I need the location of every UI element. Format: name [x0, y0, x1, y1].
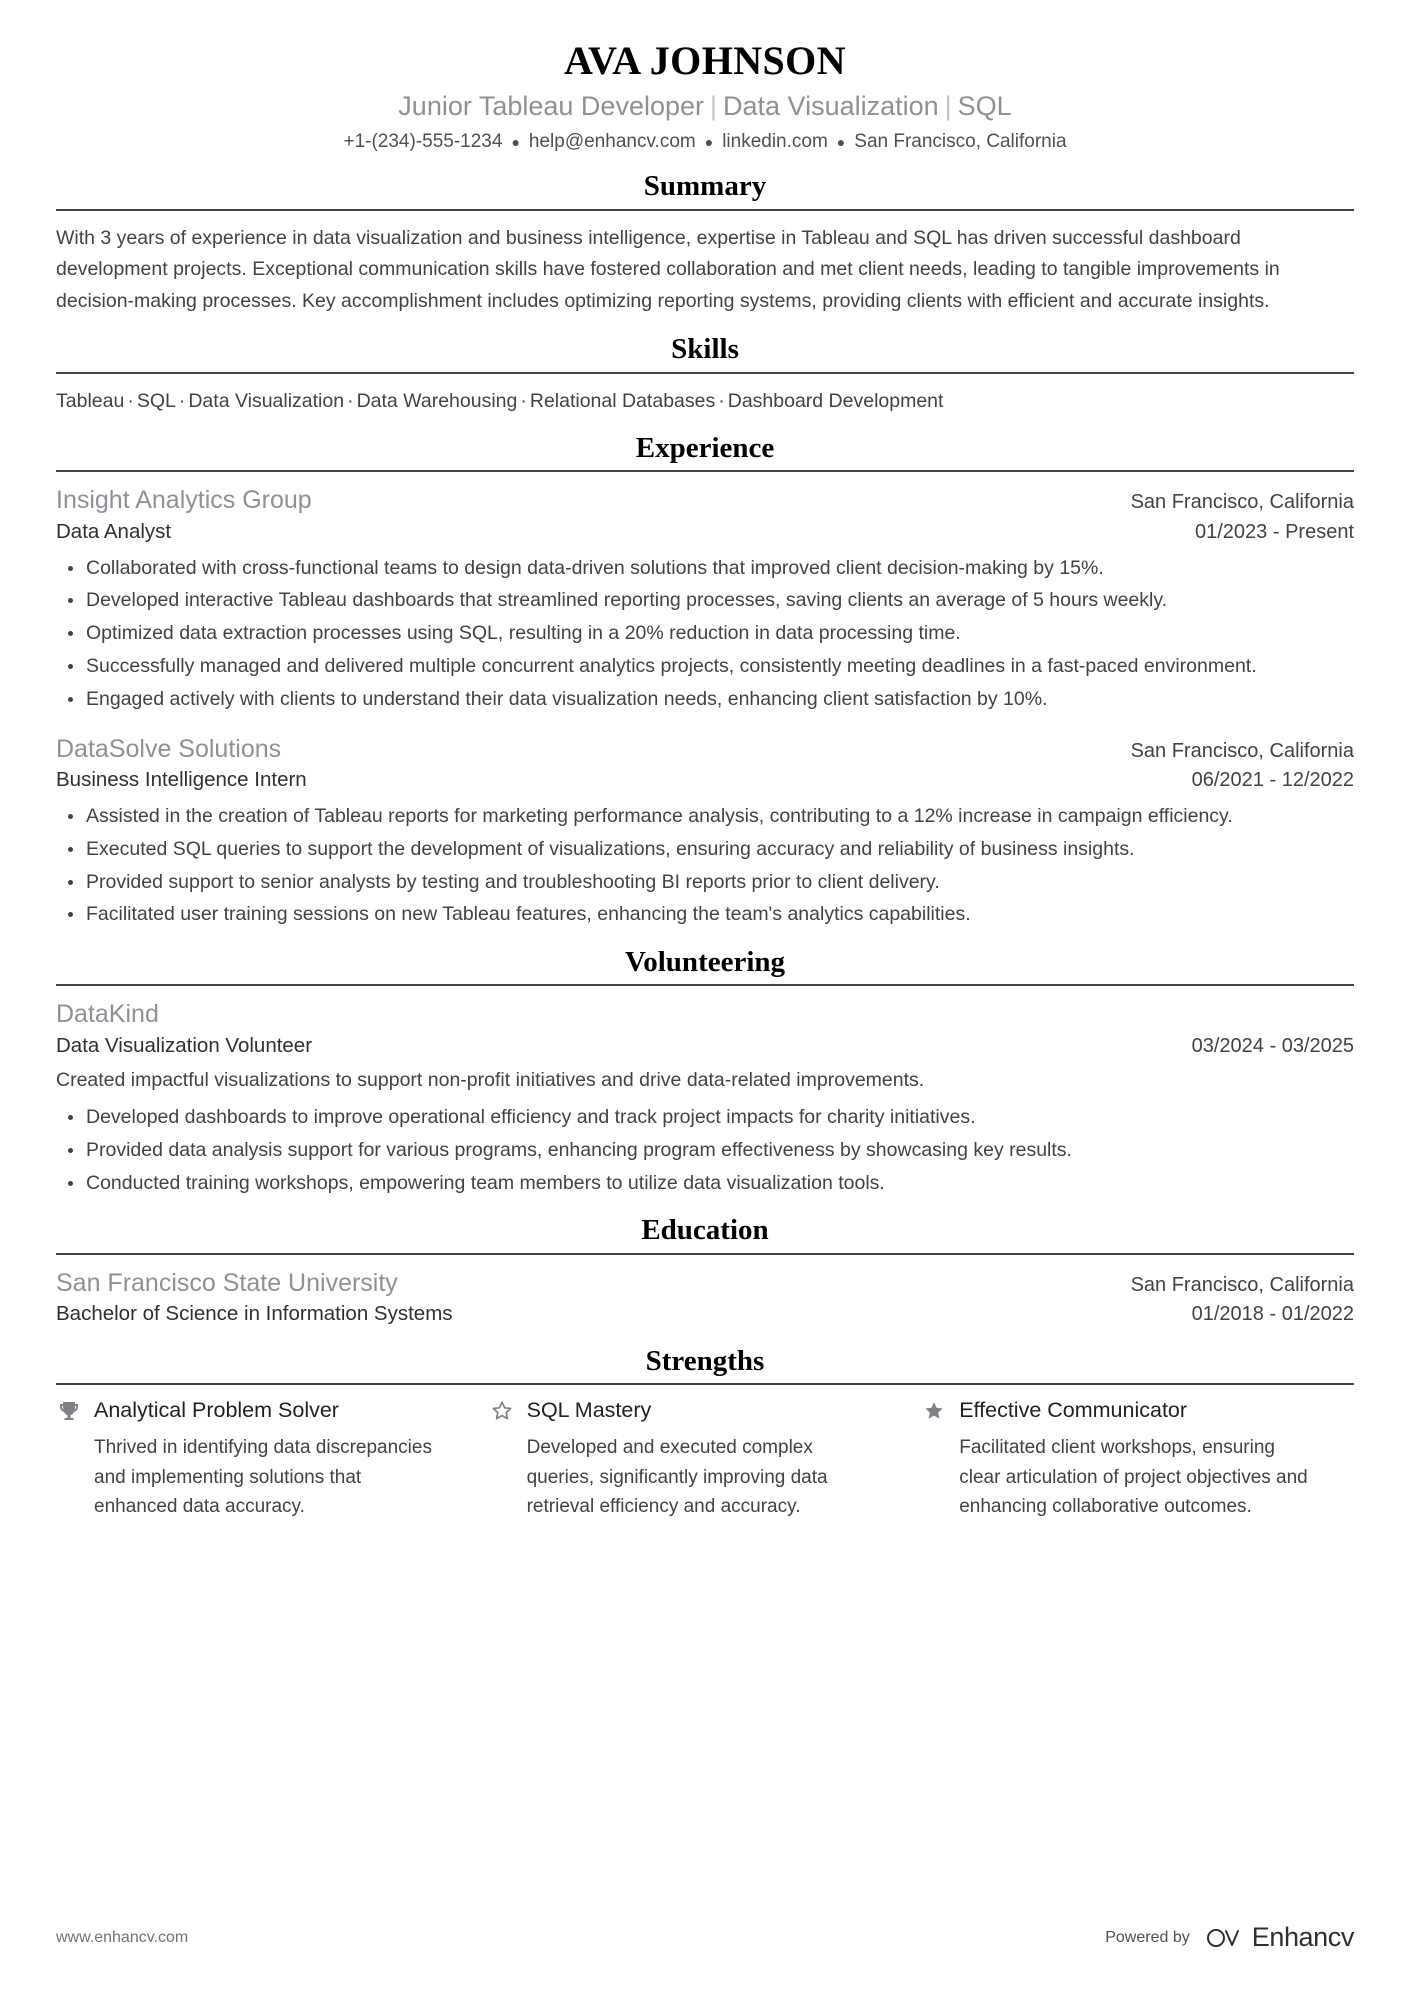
entry-header-row [56, 484, 1354, 518]
strength-description: Facilitated client workshops, ensuring clear articulation of project objectives and enhancing collaborative outcomes. [959, 1437, 1308, 1518]
list-item: Engaged actively with clients to understand their data visualization needs, enhancing client satisfaction by 10%. [56, 684, 1354, 715]
skill-item: Data Visualization [188, 389, 345, 412]
list-item: Successfully managed and delivered multiple concurrent analytics projects, consistently meeting deadlines in a fast-paced environment. [56, 651, 1354, 682]
achievement-list [56, 801, 1354, 930]
headline-part-0: Junior Tableau Developer [398, 91, 704, 121]
list-item: Collaborated with cross-functional teams to design data-driven solutions that improved client decision-making by 15%. [56, 553, 1354, 584]
school-location: San Francisco, California [1130, 1273, 1354, 1296]
strength-item [921, 1397, 1354, 1521]
organization-name: DataKind [56, 1000, 159, 1029]
headline-separator: | [710, 91, 718, 121]
skill-item: Tableau [56, 389, 125, 412]
volunteering-entry [56, 998, 1354, 1198]
strengths-grid [56, 1397, 1354, 1521]
footer-url[interactable]: www.enhancv.com [56, 1928, 189, 1946]
resume-header [56, 38, 1354, 154]
skill-item: Relational Databases [529, 389, 716, 412]
job-dates: 01/2023 - Present [1195, 520, 1354, 543]
section-heading: Strengths [645, 1345, 765, 1378]
section-summary [56, 168, 1354, 317]
section-strengths [56, 1343, 1354, 1522]
job-dates: 06/2021 - 12/2022 [1191, 769, 1354, 792]
company-name: Insight Analytics Group [56, 486, 312, 515]
skill-separator: · [178, 389, 186, 412]
entry-header-row [56, 998, 1354, 1032]
achievement-list [56, 553, 1354, 715]
summary-text: With 3 years of experience in data visualization and business intelligence, expertise in Tableau and SQL has driven successful dashboard development projects. Exceptional communication skills have fostered collaboration and met client needs, leading to tangible improvements in decision-making processes. Key accomplishment includes optimizing reporting systems, providing clients with efficient and accurate insights. [56, 226, 1280, 312]
list-item: Provided data analysis support for various programs, enhancing program effectiveness by showcasing key results. [56, 1135, 1354, 1166]
contact-line [56, 130, 1354, 155]
company-name: DataSolve Solutions [56, 734, 282, 763]
section-skills [56, 331, 1354, 415]
strength-description: Thrived in identifying data discrepancies and implementing solutions that enhanced data accuracy. [94, 1437, 432, 1518]
strength-header [56, 1397, 449, 1425]
strength-title: Analytical Problem Solver [94, 1398, 339, 1423]
strength-title: SQL Mastery [526, 1398, 652, 1423]
bullet-separator-icon: ● [704, 133, 714, 150]
enhancv-logo-icon [1204, 1925, 1244, 1951]
job-title: Business Intelligence Intern [56, 768, 307, 792]
brand-logo [1204, 1922, 1354, 1953]
list-item: Provided support to senior analysts by testing and troubleshooting BI reports prior to client delivery. [56, 867, 1354, 898]
volunteer-dates: 03/2024 - 03/2025 [1191, 1035, 1354, 1058]
list-item: Executed SQL queries to support the development of visualizations, ensuring accuracy and reliability of business insights. [56, 834, 1354, 865]
list-item: Developed interactive Tableau dashboards that streamlined reporting processes, saving clients an average of 5 hours weekly. [56, 585, 1354, 616]
skill-separator: · [520, 389, 527, 412]
skill-item: Dashboard Development [727, 389, 944, 412]
entry-subheader-row [56, 518, 1354, 547]
section-heading: Experience [635, 431, 775, 464]
company-location: San Francisco, California [1130, 491, 1354, 514]
education-entry [56, 1267, 1354, 1329]
page-footer [56, 1922, 1354, 1953]
job-title: Data Analyst [56, 519, 172, 543]
contact-phone: +1-(234)-555-1234 [343, 130, 503, 152]
section-education [56, 1212, 1354, 1329]
strength-title: Effective Communicator [959, 1398, 1188, 1423]
volunteer-role: Data Visualization Volunteer [56, 1034, 313, 1058]
list-item: Optimized data extraction processes using SQL, resulting in a 20% reduction in data processing time. [56, 618, 1354, 649]
strength-header [921, 1397, 1314, 1425]
list-item: Developed dashboards to improve operational efficiency and track project impacts for charity initiatives. [56, 1102, 1354, 1133]
degree-dates: 01/2018 - 01/2022 [1191, 1303, 1354, 1326]
strength-description: Developed and executed complex queries, significantly improving data retrieval efficiency and accuracy. [526, 1437, 828, 1518]
skill-item: Data Warehousing [356, 389, 518, 412]
section-divider [56, 984, 1354, 986]
section-divider [56, 209, 1354, 211]
section-heading: Education [641, 1214, 769, 1247]
footer-branding [1105, 1922, 1354, 1953]
section-divider [56, 372, 1354, 374]
entry-header-row [56, 733, 1354, 767]
section-heading: Skills [671, 333, 739, 366]
experience-entry [56, 484, 1354, 714]
contact-email[interactable]: help@enhancv.com [528, 130, 696, 152]
entry-subheader-row [56, 1300, 1354, 1329]
bullet-separator-icon: ● [836, 133, 846, 150]
degree-title: Bachelor of Science in Information Systems [56, 1302, 453, 1326]
section-divider [56, 1253, 1354, 1255]
headline [56, 90, 1354, 124]
entry-subheader-row [56, 766, 1354, 795]
strength-item [489, 1397, 922, 1521]
section-experience [56, 430, 1354, 930]
list-item: Assisted in the creation of Tableau reports for marketing performance analysis, contributing to a 12% increase in campaign efficiency. [56, 801, 1354, 832]
experience-entry [56, 733, 1354, 931]
skills-list [56, 386, 1354, 416]
contact-linkedin[interactable]: linkedin.com [722, 130, 828, 152]
star-outline-icon [489, 1398, 515, 1424]
brand-name: Enhancv [1251, 1922, 1354, 1952]
strength-item [56, 1397, 489, 1521]
bullet-separator-icon: ● [511, 133, 520, 150]
headline-part-2: SQL [957, 91, 1012, 121]
strength-header [489, 1397, 882, 1425]
powered-by-label: Powered by [1105, 1928, 1190, 1946]
achievement-list [56, 1102, 1354, 1198]
headline-part-1: Data Visualization [723, 91, 939, 121]
list-item: Conducted training workshops, empowering team members to utilize data visualization tools. [56, 1168, 1354, 1199]
section-volunteering [56, 944, 1354, 1198]
section-heading: Summary [643, 170, 767, 203]
skill-separator: · [347, 389, 354, 412]
star-filled-icon [921, 1398, 947, 1424]
skill-separator: · [127, 389, 134, 412]
school-name: San Francisco State University [56, 1268, 398, 1297]
headline-separator: | [944, 91, 952, 121]
entry-subheader-row [56, 1032, 1354, 1061]
volunteer-description: Created impactful visualizations to support non-profit initiatives and drive data-related improvements. [56, 1068, 925, 1091]
company-location: San Francisco, California [1130, 739, 1354, 762]
entry-spacer [56, 719, 1354, 733]
skill-separator: · [718, 389, 725, 412]
section-divider [56, 1383, 1354, 1385]
skill-item: SQL [136, 389, 176, 412]
section-divider [56, 470, 1354, 472]
contact-location: San Francisco, California [854, 130, 1067, 152]
page-title: AVA JOHNSON [564, 38, 846, 83]
trophy-icon [56, 1398, 82, 1424]
section-heading: Volunteering [624, 946, 786, 979]
list-item: Facilitated user training sessions on new Tableau features, enhancing the team's analytics capabilities. [56, 899, 1354, 930]
entry-header-row [56, 1267, 1354, 1301]
